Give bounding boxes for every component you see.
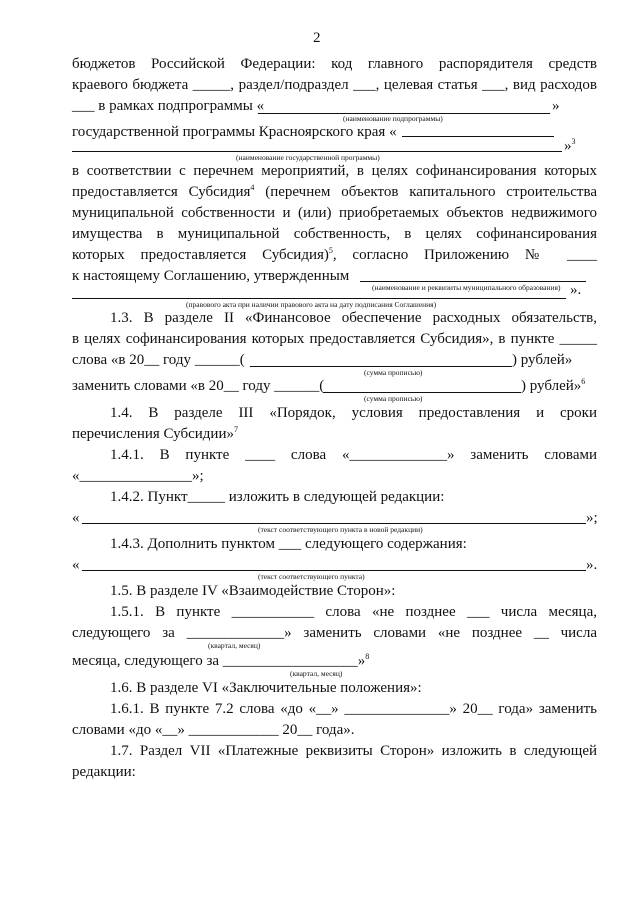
footnote-8: 8 [365, 652, 370, 661]
caption-quarter-month-1: (квартал, месяц) [208, 641, 261, 650]
page-number: 2 [313, 30, 321, 46]
caption-amount-words-2: (сумма прописью) [364, 394, 423, 403]
caption-quarter-month-2: (квартал, месяц) [290, 669, 343, 678]
section-1-4-1-line-2: «_______________»; [72, 468, 204, 484]
section-1-6-1-line-1: 1.6.1. В пункте 7.2 слова «до «__» ______________» 20__ года» заменить [110, 701, 597, 717]
caption-amount-words-1: (сумма прописью) [364, 368, 423, 377]
caption-state-program: (наименование государственной программы) [236, 153, 380, 162]
section-1-3-line-4: заменить словами «в 20__ году ______( [72, 378, 325, 394]
footnote-5: 5 [328, 246, 333, 255]
section-1-3-line-1: 1.3. В разделе II «Финансовое обеспечение расходных обязательств, [110, 310, 597, 326]
section-1-3-line-3: слова «в 20__ году ______( [72, 352, 245, 368]
footnote-4: 4 [250, 183, 255, 192]
section-1-4-line-2: перечисления Субсидии»$^7$ [72, 425, 238, 442]
text-line-2: краевого бюджета _____, раздел/подраздел ___, целевая статья ___, вид расходов [72, 77, 597, 93]
section-1-4-3-open: « [72, 557, 80, 573]
amount-blank-1 [250, 366, 512, 367]
point-text-blank [82, 570, 586, 571]
section-1-4-1-line-1: 1.4.1. В пункте ____ слова «_____________» заменить словами [110, 447, 597, 463]
section-1-7-line-2: редакции: [72, 764, 136, 780]
section-1-3-line-4-tail: ) рублей»$^6$ [521, 377, 586, 394]
section-1-5-1-line-3: месяца, следующего за __________________»$^8$ [72, 652, 370, 669]
municipality-blank [360, 281, 586, 282]
footnote-6: 6 [581, 377, 586, 386]
text-line-6: в соответствии с перечнем мероприятий, в целях софинансирования которых [72, 163, 597, 179]
text-line-12-close: ». [570, 282, 582, 298]
footnote-3: 3 [571, 137, 576, 146]
state-program-blank-1 [402, 136, 554, 137]
text-line-9: имущества в муниципальной собственность, в целях софинансирования [72, 226, 597, 242]
section-1-3-line-2: в целях софинансирования которых предоставляется Субсидия», в пункте _____ [72, 331, 597, 347]
section-1-4-2-close: »; [586, 510, 598, 526]
caption-point-text: (текст соответствующего пункта) [258, 572, 365, 581]
text-line-8: муниципальной собственности и (или) приобретаемых объектов недвижимого [72, 205, 597, 221]
section-1-6-line-1: 1.6. В разделе VI «Заключительные положения»: [110, 680, 422, 696]
text-line-3: ___ в рамках подпрограммы « [72, 98, 265, 114]
section-1-5-1-line-1: 1.5.1. В пункте ___________ слова «не позднее ___ числа месяца, [110, 604, 597, 620]
section-1-4-3-line-1: 1.4.3. Дополнить пунктом ___ следующего содержания: [110, 536, 467, 552]
section-1-4-line-1: 1.4. В разделе III «Порядок, условия предоставления и сроки [110, 405, 597, 421]
amount-blank-2 [323, 392, 521, 393]
section-1-6-1-line-2: словами «до «__» ____________ 20__ года». [72, 722, 355, 738]
text-line-11: к настоящему Соглашению, утвержденным [72, 268, 350, 284]
caption-municipality: (наименование и реквизиты муниципального образования) [372, 283, 561, 292]
text-line-3-close: » [552, 98, 560, 114]
text-line-7: предоставляется Субсидия$^4$ (перечнем объектов капитального строительства [72, 183, 598, 200]
legal-act-blank [72, 298, 566, 299]
caption-subprogram: (наименование подпрограммы) [343, 114, 443, 123]
text-line-1: бюджетов Российской Федерации: код главного распорядителя средств [72, 56, 597, 72]
caption-new-text: (текст соответствующего пункта в новой редакции) [258, 525, 423, 534]
state-program-blank-2 [72, 151, 562, 152]
text-line-5-close: »$^3$ [564, 137, 576, 154]
section-1-5-1-line-2: следующего за _____________» заменить словами «не позднее __ числа [72, 625, 597, 641]
text-line-10: которых предоставляется Субсидия)$^5$, согласно Приложению № ____ [72, 246, 597, 263]
section-1-5-line-1: 1.5. В разделе IV «Взаимодействие Сторон»: [110, 583, 396, 599]
section-1-4-2-open: « [72, 510, 80, 526]
text-line-4: государственной программы Красноярского края « [72, 124, 397, 140]
footnote-7: 7 [233, 425, 238, 434]
section-1-4-3-close: ». [586, 557, 598, 573]
new-text-blank [82, 523, 586, 524]
section-1-7-line-1: 1.7. Раздел VII «Платежные реквизиты Сторон» изложить в следующей [110, 743, 597, 759]
caption-legal-act: (правового акта при наличии правового акта на дату подписания Соглашения) [186, 300, 437, 309]
section-1-3-line-3-tail: ) рублей» [512, 352, 573, 368]
section-1-4-2-line-1: 1.4.2. Пункт_____ изложить в следующей редакции: [110, 489, 445, 505]
